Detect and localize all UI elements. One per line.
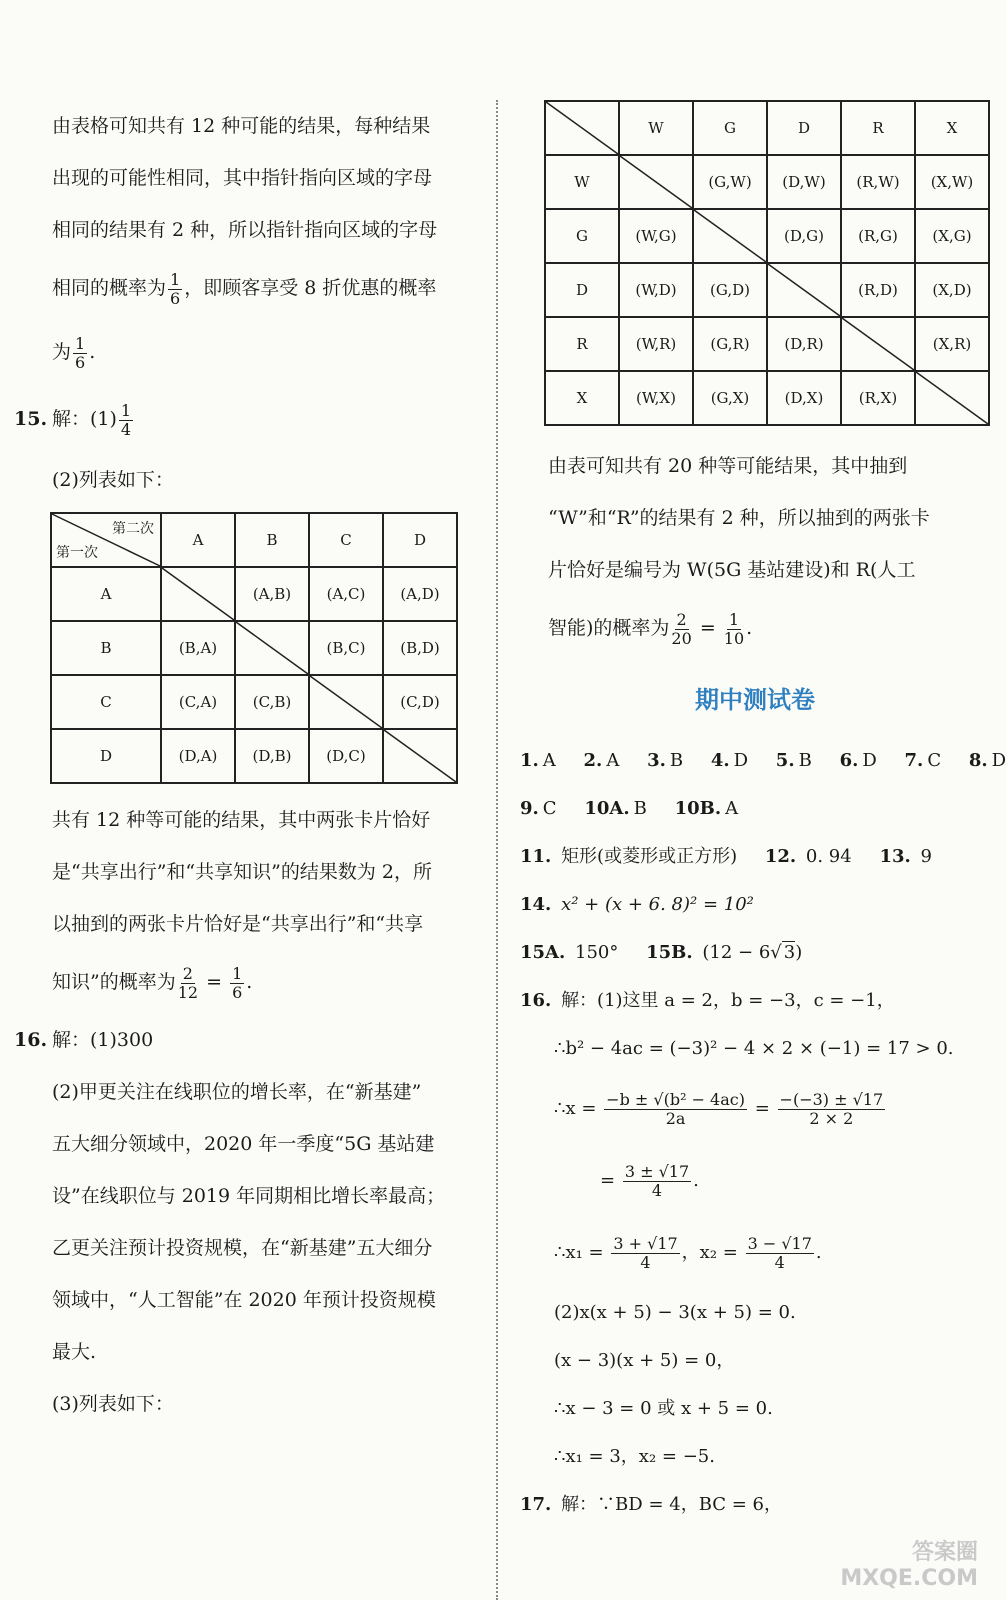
answer-value: D — [862, 750, 877, 771]
answer-number: 15A. — [520, 942, 566, 963]
fraction — [623, 1163, 691, 1200]
denominator: 2 × 2 — [809, 1108, 854, 1128]
diagonal-line — [916, 372, 988, 424]
numerator: 1 — [728, 609, 740, 629]
math-text: ∴x₁ = — [554, 1242, 604, 1263]
table-cell: (D,X) — [767, 371, 841, 425]
table-cell: (D,G) — [767, 209, 841, 263]
answer-number: 2. — [583, 750, 603, 771]
answer-number: 16. — [520, 990, 552, 1011]
answers-row — [520, 1481, 990, 1529]
text-line: 由表格可知共有 12 种可能的结果，每种结果 — [52, 115, 431, 137]
answer-value: 0. 94 — [805, 846, 852, 867]
answer-number: 15B. — [646, 942, 693, 963]
text-fragment: 智能)的概率为 — [548, 617, 670, 639]
table-row — [51, 729, 457, 783]
question-number: 15. — [14, 408, 48, 430]
corner-label-top: 第二次 — [112, 521, 154, 537]
right-column — [520, 100, 1006, 1529]
diagonal-cell — [915, 371, 989, 425]
text-fragment: 为 — [52, 341, 72, 363]
answer-value: C — [927, 750, 942, 771]
answer-value: B — [798, 750, 812, 771]
table-row — [545, 209, 989, 263]
diagonal-line — [310, 676, 382, 728]
answer-value: B — [669, 750, 684, 771]
answer-number: 11. — [520, 846, 552, 867]
text-line: 是“共享出行”和“共享知识”的结果数为 2，所 — [52, 861, 432, 883]
watermark-url: MXQE.COM — [840, 1566, 978, 1591]
numerator: 1 — [232, 963, 243, 983]
diagonal-line — [842, 318, 914, 370]
table-wrapper — [520, 100, 990, 426]
text-line: 最大. — [52, 1341, 97, 1363]
denominator: 4 — [640, 1252, 651, 1272]
question-15 — [14, 384, 474, 454]
text-fragment: 相同的概率为 — [52, 277, 167, 299]
table-cell: (B,A) — [161, 621, 235, 675]
row-header: B — [51, 621, 161, 675]
table-row — [545, 155, 989, 209]
text-line: 乙更关注预计投资规模，在“新基建”五大细分 — [52, 1237, 433, 1259]
denominator: 20 — [671, 628, 692, 648]
text-line: 智能)的概率为 $\frac{2}{20}$ = $\frac{1}{10}$ . — [548, 609, 753, 648]
answer-number: 17. — [520, 1494, 552, 1515]
table-corner-cell — [545, 101, 619, 155]
answer-number: 12. — [764, 846, 797, 867]
table-cell: (G,W) — [693, 155, 767, 209]
text-fragment: ，即顾客享受 8 折优惠的概率 — [184, 277, 437, 299]
denominator: 4 — [651, 1180, 663, 1200]
numerator: 1 — [75, 333, 86, 353]
table-cell: (X,R) — [915, 317, 989, 371]
text-fragment: 解：(1) — [52, 408, 117, 430]
table-cell: (C,B) — [235, 675, 309, 729]
table-corner-cell — [51, 513, 161, 567]
numerator: 2 — [676, 609, 687, 629]
answer-number: 1. — [520, 750, 539, 771]
table-cell: (C,D) — [383, 675, 457, 729]
fraction — [604, 1091, 747, 1128]
table-cell: (X,D) — [915, 263, 989, 317]
denominator: 6 — [75, 352, 86, 372]
math-line: ∴x₁ = 3，x₂ = −5. — [554, 1446, 715, 1467]
table-cell: (B,D) — [383, 621, 457, 675]
text-fragment: 知识”的概率为 — [52, 971, 176, 993]
table-cell: (R,W) — [841, 155, 915, 209]
answer-value: (12 − 6 — [702, 942, 771, 963]
text-line: (2)甲更关注在线职位的增长率，在“新基建” — [52, 1081, 422, 1103]
question-number: 16. — [14, 1029, 48, 1051]
diagonal-line — [620, 156, 692, 208]
column-header: C — [309, 513, 383, 567]
diagonal-cell — [841, 317, 915, 371]
text-line: 领域中，“人工智能”在 2020 年预计投资规模 — [52, 1289, 436, 1311]
corner-label-bottom: 第一次 — [56, 545, 98, 561]
denominator: 10 — [723, 628, 745, 648]
answer-number: 3. — [647, 750, 666, 771]
row-header: A — [51, 567, 161, 621]
numerator: 1 — [170, 269, 181, 289]
math-line: (2)x(x + 5) − 3(x + 5) = 0. — [554, 1302, 796, 1323]
denominator: 6 — [170, 288, 181, 308]
fraction — [671, 611, 691, 648]
table-cell: (A,C) — [309, 567, 383, 621]
answer-number: 6. — [839, 750, 859, 771]
table-cell: (G,R) — [693, 317, 767, 371]
row-header: D — [545, 263, 619, 317]
row-header: D — [51, 729, 161, 783]
diagonal-cell — [619, 155, 693, 209]
answer-value: x² + (x + 6. 8)² = 10² — [561, 894, 754, 915]
row-header: W — [545, 155, 619, 209]
answer-value: 150° — [575, 942, 619, 963]
diagonal-cell — [693, 209, 767, 263]
table-wrapper — [14, 512, 474, 784]
table-cell: (R,D) — [841, 263, 915, 317]
numerator: 1 — [120, 400, 132, 420]
table-cell: (A,B) — [235, 567, 309, 621]
text-line: 片恰好是编号为 W(5G 基站建设)和 R(人工 — [548, 559, 916, 581]
left-column — [14, 100, 474, 1430]
table-cell: (R,X) — [841, 371, 915, 425]
text-line: 出现的可能性相同，其中指针指向区域的字母 — [52, 167, 433, 189]
diagonal-cell — [161, 567, 235, 621]
text-line: (2)列表如下： — [52, 469, 174, 491]
fraction — [746, 1235, 814, 1272]
numerator: 3 + √17 — [613, 1233, 678, 1253]
table-cell: (G,X) — [693, 371, 767, 425]
numerator: −(−3) ± √17 — [779, 1089, 884, 1109]
fraction — [178, 965, 198, 1002]
table-row — [545, 317, 989, 371]
answer-value: 矩形(或菱形或正方形) — [561, 846, 738, 867]
table-row — [51, 621, 457, 675]
answer-value: D — [991, 750, 1006, 771]
column-header: B — [235, 513, 309, 567]
table-row — [51, 567, 457, 621]
diagonal-cell — [767, 263, 841, 317]
fraction — [778, 1091, 886, 1128]
row-header: R — [545, 317, 619, 371]
answers-row — [520, 881, 990, 929]
answer-number: 10B. — [674, 798, 722, 819]
text-fragment: 解：(1)300 — [52, 1029, 154, 1051]
diagonal-line — [694, 210, 766, 262]
table-cell: (C,A) — [161, 675, 235, 729]
column-header: D — [767, 101, 841, 155]
answer-value: D — [733, 750, 749, 771]
answer-number: 5. — [775, 750, 795, 771]
probability-table-2 — [544, 100, 990, 426]
numerator: 3 − √17 — [747, 1233, 812, 1253]
table-cell: (D,W) — [767, 155, 841, 209]
table-cell: (W,G) — [619, 209, 693, 263]
diagonal-line — [768, 264, 840, 316]
math-line: = $\frac{3 \pm √17}{4}$ . — [600, 1161, 699, 1200]
table-cell: (B,C) — [309, 621, 383, 675]
answer-value: A — [542, 750, 556, 771]
section-title: 期中测试卷 — [695, 686, 815, 714]
column-header: R — [841, 101, 915, 155]
fraction — [230, 965, 244, 1002]
text-line: “W”和“R”的结果有 2 种，所以抽到的两张卡 — [548, 507, 930, 529]
diagonal-cell — [383, 729, 457, 783]
answers-row — [520, 737, 1006, 785]
radicand: 3 — [783, 942, 796, 963]
table-cell: (D,B) — [235, 729, 309, 783]
denominator: 4 — [774, 1252, 785, 1272]
table-cell: (X,G) — [915, 209, 989, 263]
math-line: (x − 3)(x + 5) = 0， — [554, 1350, 735, 1371]
column-header: W — [619, 101, 693, 155]
table-cell: (D,R) — [767, 317, 841, 371]
answer-value: C — [542, 798, 557, 819]
question-16 — [14, 1014, 474, 1066]
text-line: 由表可知共有 20 种等可能结果，其中抽到 — [548, 455, 908, 477]
answers-row — [520, 977, 990, 1025]
table-cell: (A,D) — [383, 567, 457, 621]
table-row — [51, 675, 457, 729]
text-line: 相同的结果有 2 种，所以指针指向区域的字母 — [52, 219, 438, 241]
numerator: 3 ± √17 — [624, 1161, 690, 1181]
table-cell: (W,X) — [619, 371, 693, 425]
fraction — [119, 402, 133, 439]
math-line: ∴x₁ = $\frac{3 + √17}{4}$ ，x₂ = $\frac{3 - √17}{4}$ . — [554, 1233, 822, 1272]
text-line: 五大细分领域中，2020 年一季度“5G 基站建 — [52, 1133, 435, 1155]
fraction — [611, 1235, 679, 1272]
text-line: (3)列表如下： — [52, 1393, 174, 1415]
fraction — [724, 611, 744, 648]
table-row — [545, 371, 989, 425]
answer-number: 9. — [520, 798, 539, 819]
text-line: 共有 12 种等可能的结果，其中两张卡片恰好 — [52, 809, 431, 831]
text-line: 设”在线职位与 2019 年同期相比增长率最高； — [52, 1185, 446, 1207]
answer-value: A — [606, 750, 620, 771]
fraction — [73, 335, 87, 372]
numerator: −b ± √(b² − 4ac) — [606, 1089, 745, 1109]
answer-value: ) — [795, 942, 803, 963]
answers-row — [520, 833, 990, 881]
math-text: ，x₂ = — [681, 1242, 738, 1263]
column-header: A — [161, 513, 235, 567]
watermark-text: 答案圈 — [911, 1540, 978, 1565]
row-header: G — [545, 209, 619, 263]
table-cell: (D,A) — [161, 729, 235, 783]
watermark — [840, 1540, 978, 1592]
answer-value: A — [725, 798, 739, 819]
math-line: ∴b² − 4ac = (−3)² − 4 × 2 × (−1) = 17 > 0. — [554, 1038, 954, 1059]
column-header: D — [383, 513, 457, 567]
table-cell: (W,R) — [619, 317, 693, 371]
denominator: 12 — [177, 982, 199, 1002]
math-line: ∴x − 3 = 0 或 x + 5 = 0. — [554, 1398, 773, 1419]
math-line: ∴x = $\frac{\text{−b ± √(b² − 4ac)}}{2a}$ = $\frac{-(-3) \pm √17}{2 \times 2}$ — [554, 1089, 884, 1128]
numerator: 2 — [182, 963, 193, 983]
fraction — [168, 271, 182, 308]
answers-row: 15A. 150° 15B. (12 − 6√ 3) — [520, 942, 803, 963]
row-header: C — [51, 675, 161, 729]
denominator: 2a — [665, 1108, 686, 1128]
math-text: ∴x = — [554, 1098, 597, 1119]
answer-number: 8. — [968, 750, 988, 771]
answer-value: B — [633, 798, 647, 819]
answer-number: 10A. — [584, 798, 630, 819]
diagonal-cell — [235, 621, 309, 675]
table-cell: (D,C) — [309, 729, 383, 783]
text-line: 知识”的概率为 $\frac{2}{12}$ = $\frac{1}{6}$ . — [52, 963, 253, 1002]
column-divider — [496, 100, 498, 1600]
text-line: 为 $\frac{1}{6}$ . — [52, 333, 96, 372]
answer-number: 7. — [904, 750, 924, 771]
text-line: 以抽到的两张卡片恰好是“共享出行”和“共享 — [52, 913, 424, 935]
diagonal-line — [162, 568, 234, 620]
diagonal-line — [546, 102, 618, 154]
answer-value: 解：(1)这里 a = 2，b = −3，c = −1， — [561, 990, 895, 1011]
row-header: X — [545, 371, 619, 425]
answer-number: 13. — [879, 846, 911, 867]
text-line — [14, 256, 474, 320]
answer-number: 14. — [520, 894, 552, 915]
table-cell: (G,D) — [693, 263, 767, 317]
answers-row — [520, 785, 990, 833]
table-cell: (W,D) — [619, 263, 693, 317]
table-row — [545, 263, 989, 317]
table-cell: (R,G) — [841, 209, 915, 263]
answer-value: 9 — [920, 846, 932, 867]
answer-value: 解：∵BD = 4，BC = 6， — [561, 1494, 783, 1515]
diagonal-cell — [309, 675, 383, 729]
probability-table-1 — [50, 512, 458, 784]
denominator: 6 — [232, 982, 243, 1002]
denominator: 4 — [120, 419, 132, 439]
column-header: X — [915, 101, 989, 155]
diagonal-line — [236, 622, 308, 674]
diagonal-line — [384, 730, 456, 782]
answer-number: 4. — [710, 750, 730, 771]
table-cell: (X,W) — [915, 155, 989, 209]
column-header: G — [693, 101, 767, 155]
